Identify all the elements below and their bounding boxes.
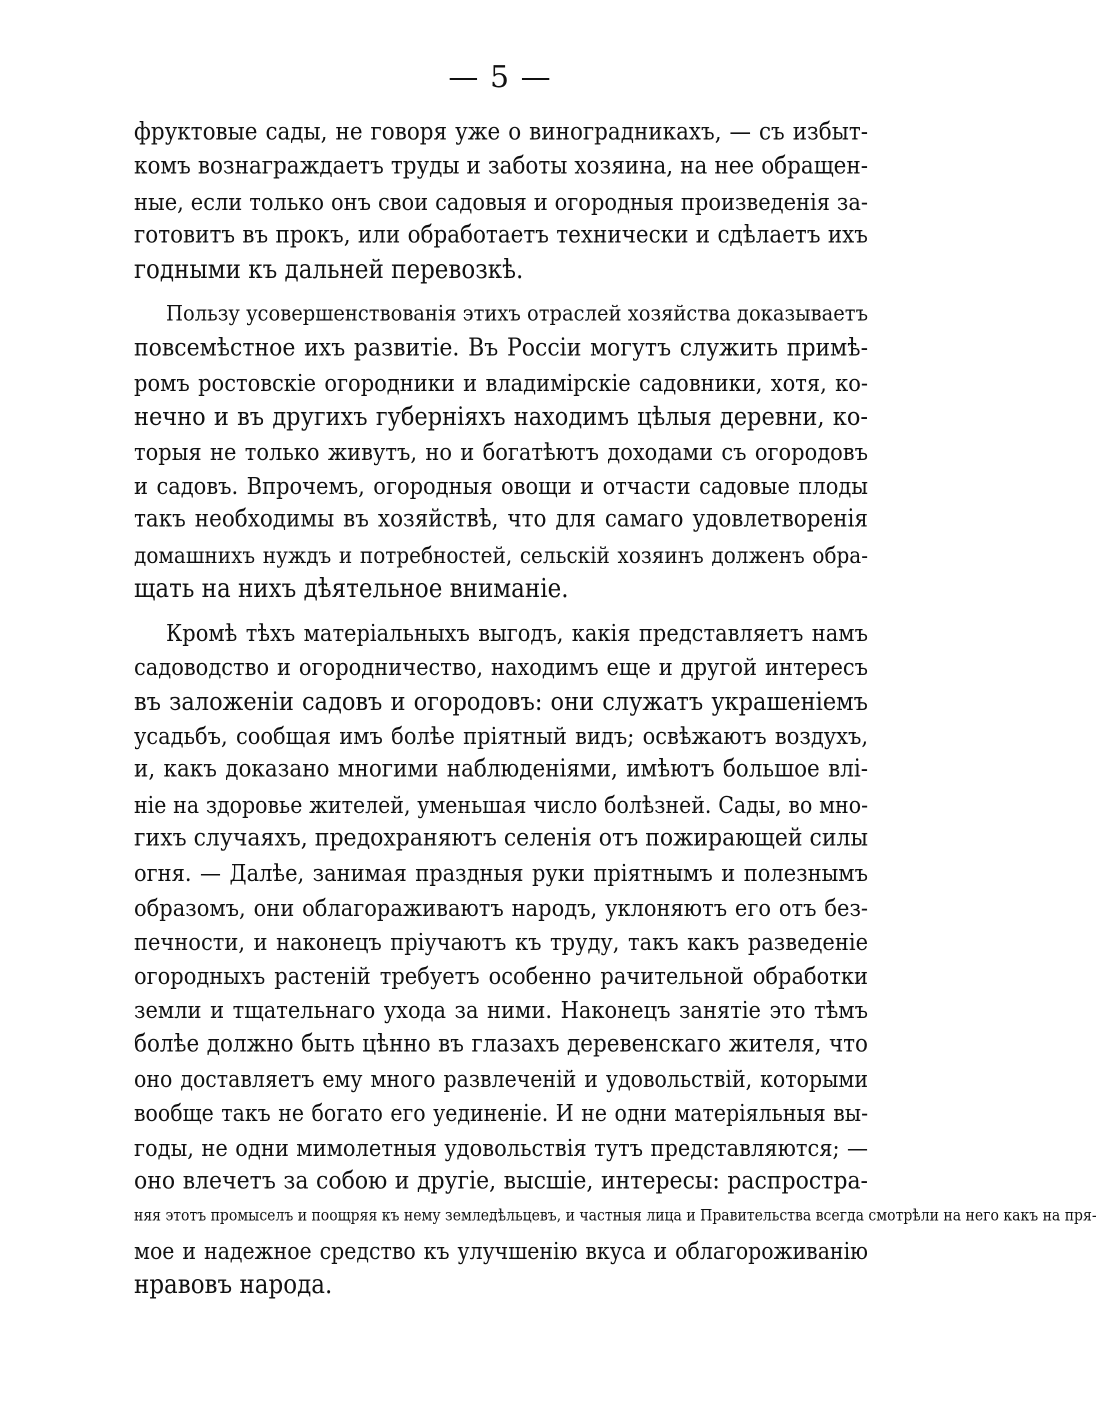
text-line: комъ вознаграждаетъ труды и заботы хозяина, на нее обращен- xyxy=(134,152,868,181)
text-line: домашнихъ нуждъ и потребностей, сельскій хозяинъ долженъ обра- xyxy=(134,541,868,568)
page-number: — 5 — xyxy=(448,60,552,95)
paragraph xyxy=(134,297,868,606)
text-line: фруктовые сады, не говоря уже о виноградникахъ, — съ избыт- xyxy=(134,118,868,147)
text-line: и садовъ. Впрочемъ, огородныя овощи и отчасти садовые плоды xyxy=(134,472,868,500)
text-line: огня. — Далѣе, занимая праздныя руки пріятнымъ и полезнымъ xyxy=(134,859,868,887)
text-line: нечно и въ другихъ губерніяхъ находимъ цѣлыя деревни, ко- xyxy=(134,402,868,432)
text-line: усадьбъ, сообщая имъ болѣе пріятный видъ; освѣжаютъ воздухъ, xyxy=(134,722,868,750)
text-line: оно влечетъ за собою и другіе, высшіе, интересы: распростра- xyxy=(134,1167,868,1196)
text-line: огородныхъ растеній требуетъ особенно рачительной обработки xyxy=(134,962,868,990)
text-line: земли и тщательнаго ухода за ними. Наконецъ занятіе это тѣмъ xyxy=(134,996,868,1024)
text-line: печности, и наконецъ пріучаютъ къ труду, такъ какъ разведеніе xyxy=(134,928,868,956)
text-line: болѣе должно быть цѣнно въ глазахъ деревенскаго жителя, что xyxy=(134,1030,868,1059)
text-line: такъ необходимы въ хозяйствѣ, что для самаго удовлетворенія xyxy=(134,505,868,534)
paragraph xyxy=(134,116,868,287)
text-line: повсемѣстное ихъ развитіе. Въ Россіи могутъ служить примѣ- xyxy=(134,334,868,363)
text-line: оно доставляетъ ему много развлеченій и удовольствій, которыми xyxy=(134,1065,868,1093)
text-line: Пользу усовершенствованія этихъ отраслей хозяйства доказываетъ xyxy=(166,301,868,327)
text-line: образомъ, они облагораживаютъ народъ, уклоняютъ его отъ без- xyxy=(134,894,868,921)
text-line: нравовъ народа. xyxy=(134,1270,333,1300)
text-line: ромъ ростовскіе огородники и владимірскіе садовники, хотя, ко- xyxy=(134,369,868,397)
text-line: торыя не только живутъ, но и богатѣютъ доходами съ огородовъ xyxy=(134,438,868,466)
text-line: годы, не одни мимолетныя удовольствія тутъ представляются; — xyxy=(134,1134,868,1162)
text-line: готовитъ въ прокъ, или обработаетъ технически и сдѣлаетъ ихъ xyxy=(134,221,868,250)
text-line: гихъ случаяхъ, предохраняютъ селенія отъ пожирающей силы xyxy=(134,824,868,853)
text-line: ные, если только онъ свои садовыя и огородныя произведенія за- xyxy=(134,188,868,216)
text-line: годными къ дальней перевозкѣ. xyxy=(134,255,524,285)
body-text xyxy=(134,116,1097,1312)
text-line: мое и надежное средство къ улучшенію вкуса и облагороживанію xyxy=(134,1237,868,1264)
text-line: вообще такъ не богато его уединеніе. И не одни матеріяльныя вы- xyxy=(134,1099,868,1127)
text-line: Кромѣ тѣхъ матеріальныхъ выгодъ, какія представляетъ намъ xyxy=(166,619,868,647)
text-line: и, какъ доказано многими наблюденіями, имѣютъ большое влі- xyxy=(134,755,868,784)
text-line: щать на нихъ дѣятельное вниманіе. xyxy=(134,574,569,604)
paragraph xyxy=(134,616,1097,1302)
text-line: садоводство и огородничество, находимъ еще и другой интересъ xyxy=(134,653,868,681)
text-line: няя этотъ промыселъ и поощряя къ нему земледѣльцевъ, и частныя лица и Правительства всегда смотрѣли на него какъ на пря- xyxy=(134,1207,1097,1226)
text-line: ніе на здоровье жителей, уменьшая число болѣзней. Сады, во мно- xyxy=(134,791,868,819)
text-line: въ заложеніи садовъ и огородовъ: они служатъ украшеніемъ xyxy=(134,687,868,717)
